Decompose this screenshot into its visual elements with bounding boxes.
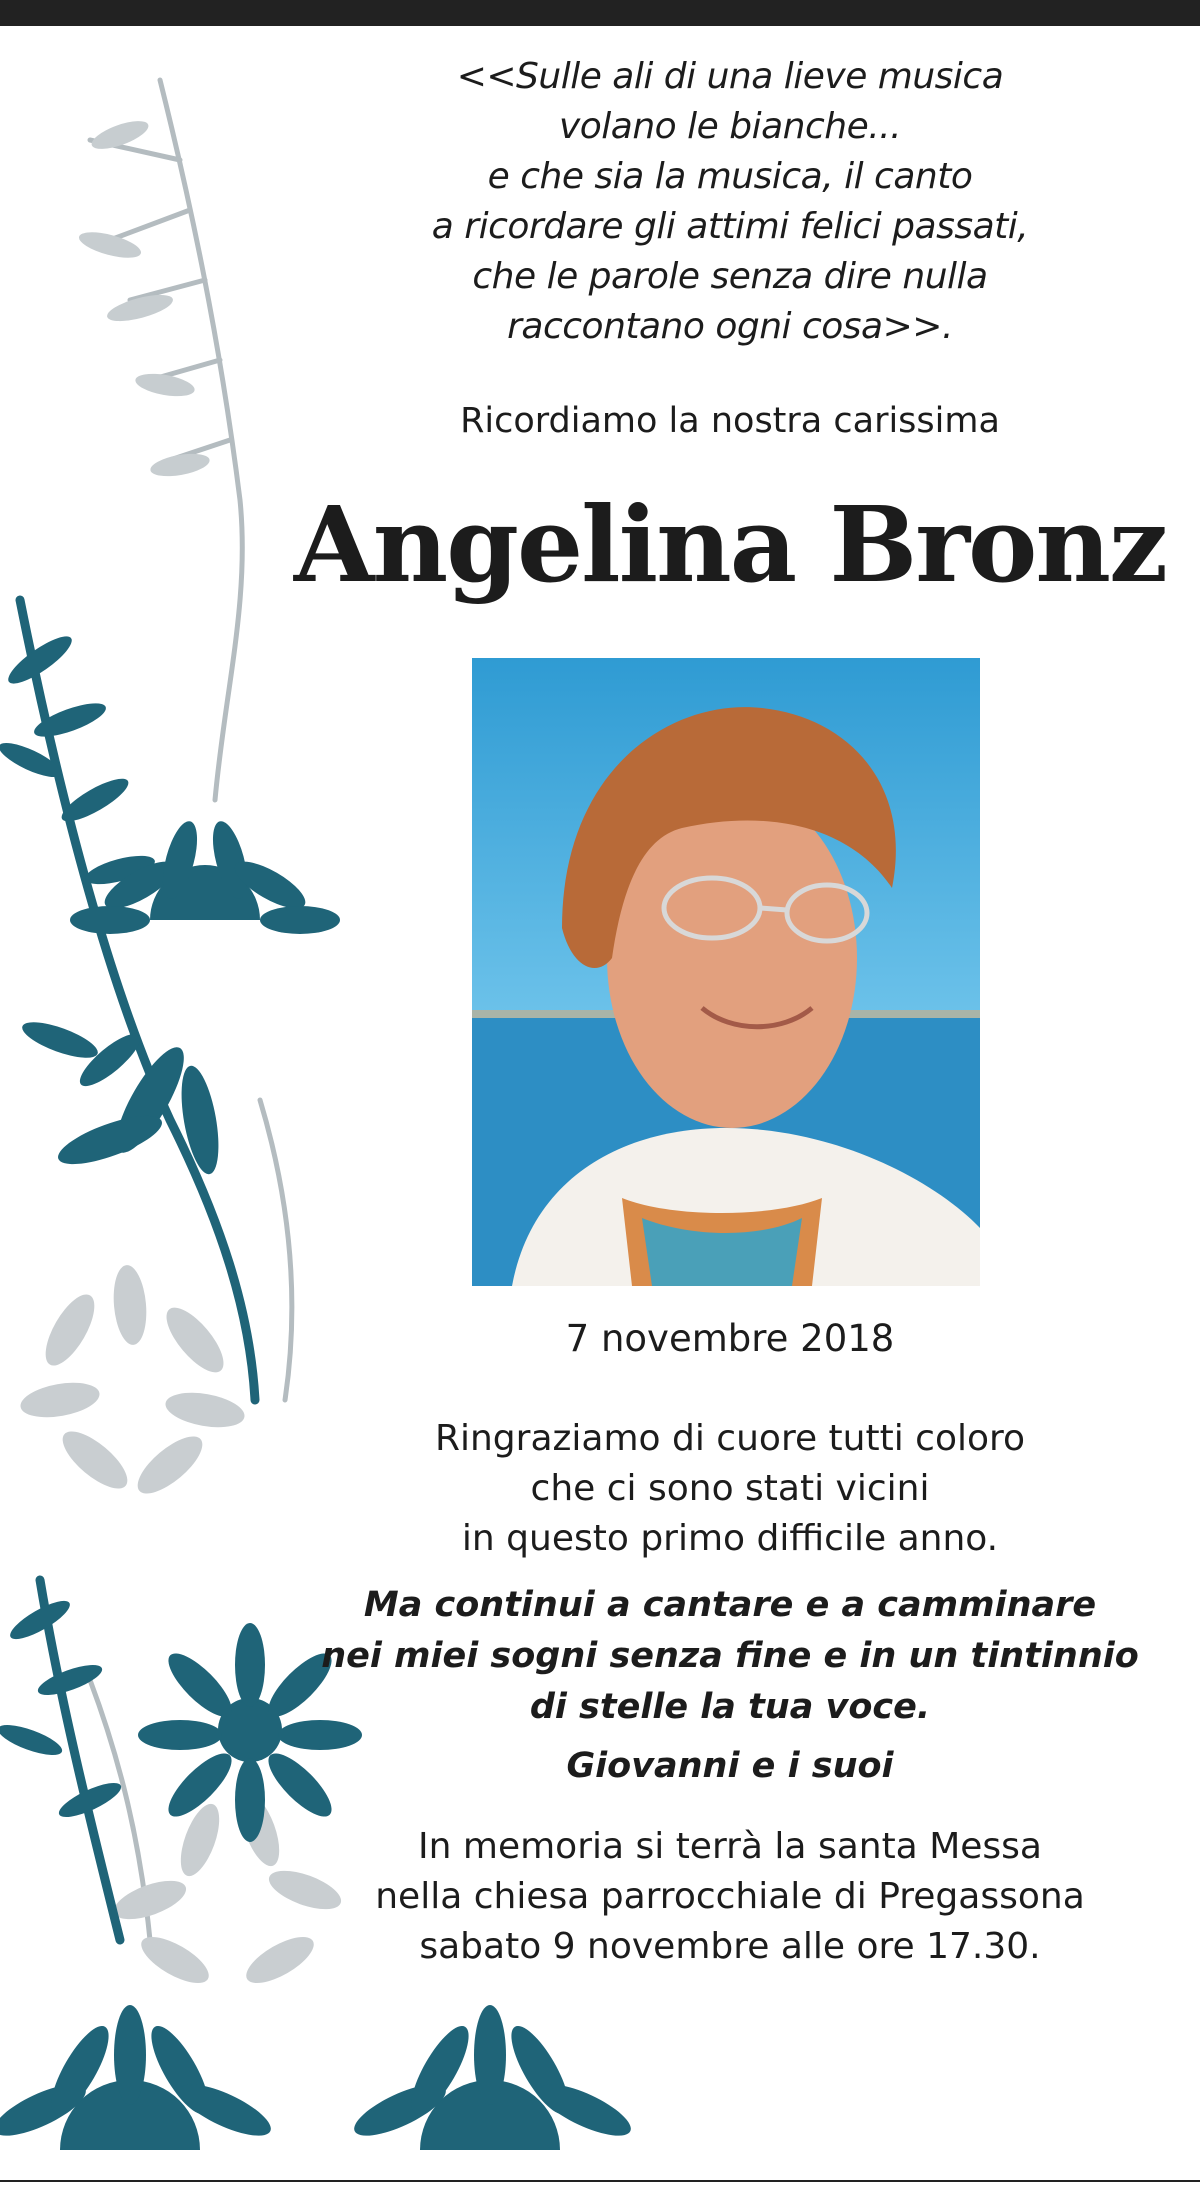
teal-lower-stem [40, 1580, 120, 1940]
opening-verse [260, 52, 1200, 352]
teal-daisy-bottom-right [348, 2005, 637, 2150]
verse-line: volano le bianche... [558, 106, 902, 147]
gray-daisy-1 [18, 1264, 247, 1503]
poem-line: di stelle la tua voce. [529, 1687, 931, 1727]
thanks-line: Ringraziamo di cuore tutti coloro [434, 1418, 1026, 1459]
poem-line: nei miei sogni senza fine e in un tintinnio [321, 1636, 1139, 1676]
verse-line: a ricordare gli attimi felici passati, [431, 206, 1029, 247]
portrait-photo [472, 658, 980, 1286]
verse-line: che le parole senza dire nulla [472, 256, 988, 297]
teal-daisy-bottom-left [0, 2005, 277, 2150]
death-date: 7 novembre 2018 [565, 1317, 895, 1360]
memorial-line: nella chiesa parrocchiale di Pregassona [375, 1876, 1085, 1917]
bottom-border-rule [0, 2180, 1200, 2182]
intro-line: Ricordiamo la nostra carissima [460, 401, 1000, 441]
thanks-text [260, 1414, 1200, 1564]
verse-line: raccontano ogni cosa>>. [507, 306, 953, 347]
family-signature: Giovanni e i suoi [566, 1746, 894, 1786]
poem-line: Ma continui a cantare e a camminare [363, 1585, 1097, 1625]
thanks-line: che ci sono stati vicini [530, 1468, 930, 1509]
memorial-mass-notice [260, 1822, 1200, 1972]
memorial-line: In memoria si terrà la santa Messa [418, 1826, 1042, 1867]
verse-line: <<Sulle ali di una lieve musica [456, 56, 1004, 97]
thanks-line: in questo primo difficile anno. [461, 1518, 999, 1559]
teal-leaves [0, 629, 158, 1823]
teal-flower-middle [53, 1039, 225, 1177]
memorial-line: sabato 9 novembre alle ore 17.30. [419, 1926, 1041, 1967]
top-border-bar [0, 0, 1200, 26]
closing-poem [260, 1580, 1200, 1733]
deceased-name: Angelina Bronz [293, 483, 1167, 606]
verse-line: e che sia la musica, il canto [487, 156, 973, 197]
